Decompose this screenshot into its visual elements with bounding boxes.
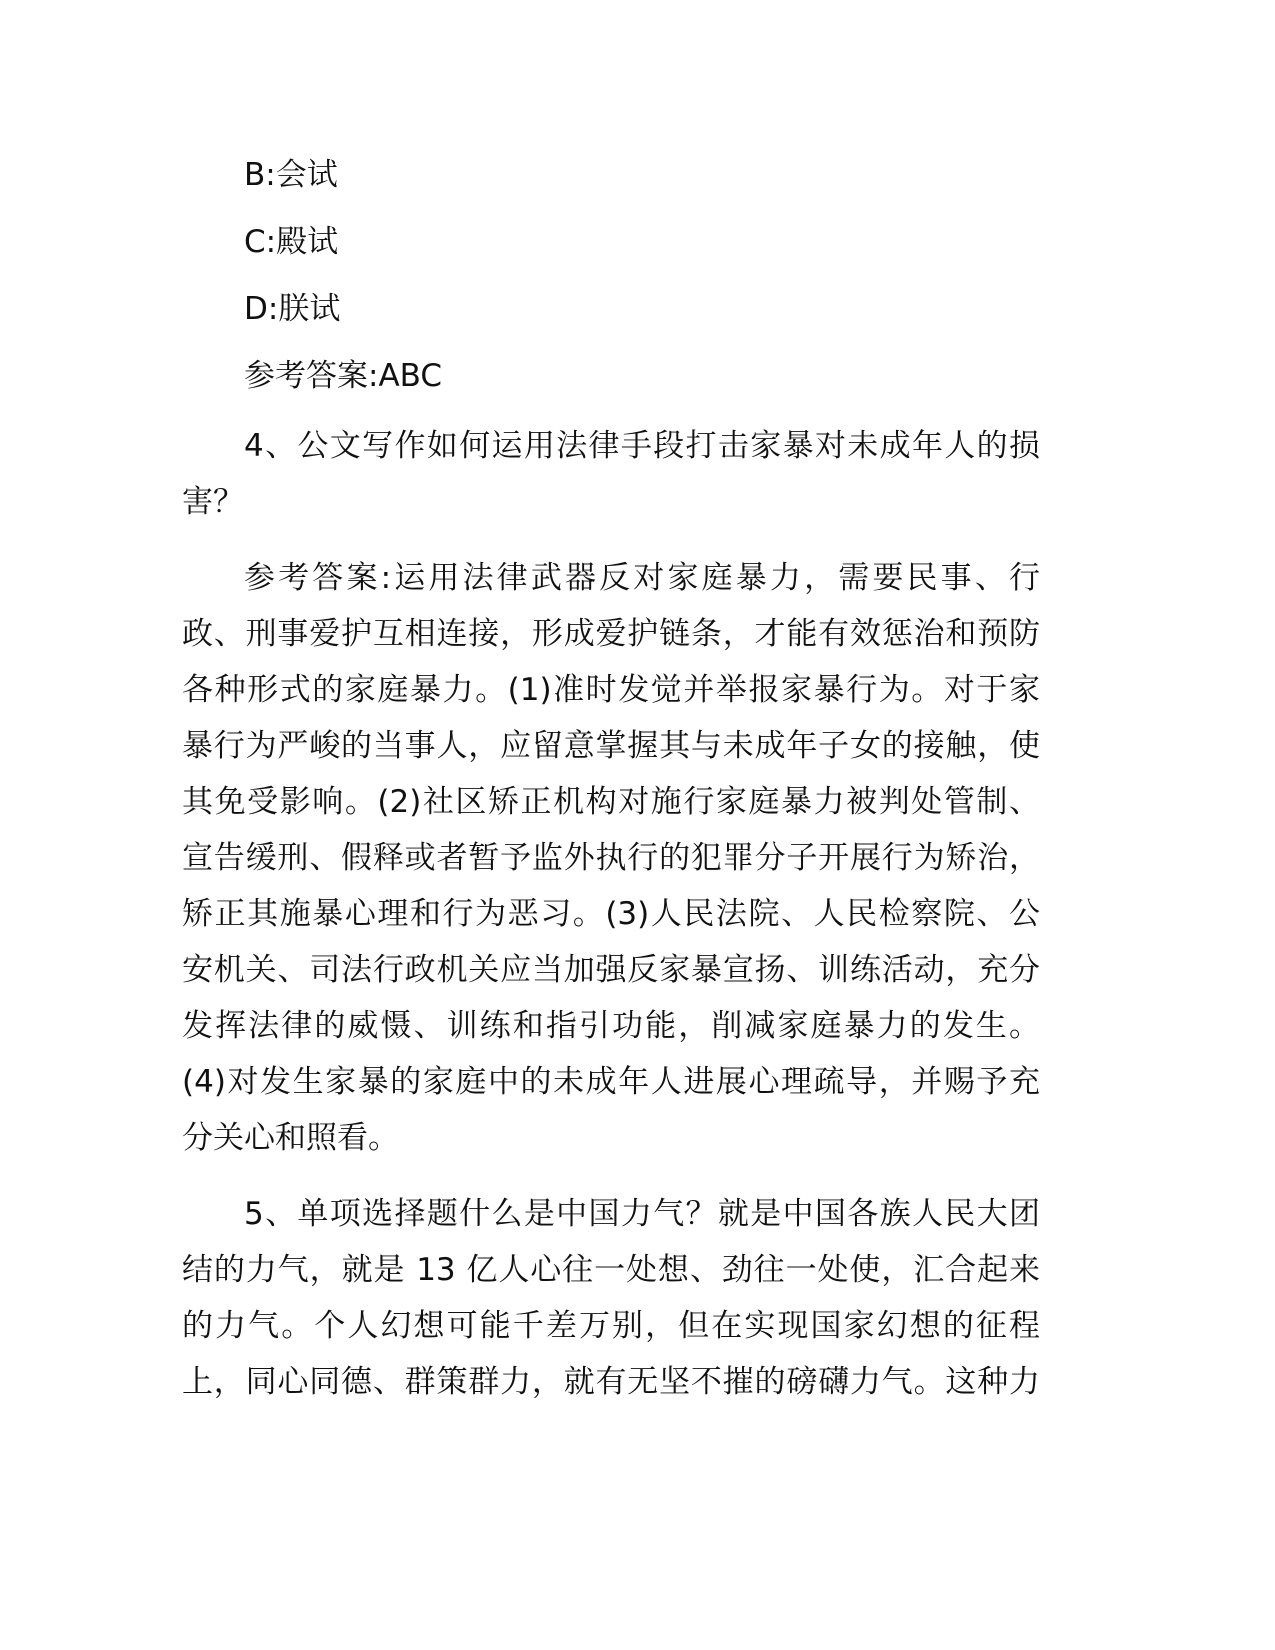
option-b: B:会试 [244, 157, 338, 193]
answer-4-line: 宣告缓刑、假释或者暂予监外执行的犯罪分子开展行为矫治， [182, 840, 1040, 876]
option-d: D:朕试 [244, 291, 341, 327]
question-5-line: 上，同心同德、群策群力，就有无坚不摧的磅礴力气。这种力 [182, 1364, 1040, 1400]
answer-3: 参考答案:ABC [244, 358, 443, 394]
answer-4-line: 安机关、司法行政机关应当加强反家暴宣扬、训练活动，充分 [182, 952, 1040, 988]
answer-4-line: 各种形式的家庭暴力。(1)准时发觉并举报家暴行为。对于家 [182, 672, 1040, 708]
answer-4-line: 发挥法律的威慑、训练和指引功能，削减家庭暴力的发生。 [182, 1008, 1040, 1044]
answer-4-line: 分关心和照看。 [182, 1120, 399, 1156]
answer-4-line: 暴行为严峻的当事人，应留意掌握其与未成年子女的接触，使 [182, 728, 1040, 764]
answer-4-line: 政、刑事爱护互相连接，形成爱护链条，才能有效惩治和预防 [182, 616, 1040, 652]
question-4-line: 4、公文写作如何运用法律手段打击家暴对未成年人的损 [244, 428, 1040, 464]
answer-4-line: (4)对发生家暴的家庭中的未成年人进展心理疏导，并赐予充 [182, 1064, 1040, 1100]
option-c: C:殿试 [244, 224, 339, 260]
document-page [182, 150, 1040, 1410]
answer-4-line: 矫正其施暴心理和行为恶习。(3)人民法院、人民检察院、公 [182, 896, 1040, 932]
question-5-line: 的力气。个人幻想可能千差万别，但在实现国家幻想的征程 [182, 1308, 1040, 1344]
answer-4-line: 参考答案:运用法律武器反对家庭暴力，需要民事、行 [244, 560, 1040, 596]
question-4-line: 害？ [182, 484, 244, 520]
answer-4-line: 其免受影响。(2)社区矫正机构对施行家庭暴力被判处管制、 [182, 784, 1040, 820]
question-5-line: 结的力气，就是 13 亿人心往一处想、劲往一处使，汇合起来 [182, 1252, 1040, 1288]
question-5-line: 5、单项选择题什么是中国力气？就是中国各族人民大团 [244, 1196, 1040, 1232]
